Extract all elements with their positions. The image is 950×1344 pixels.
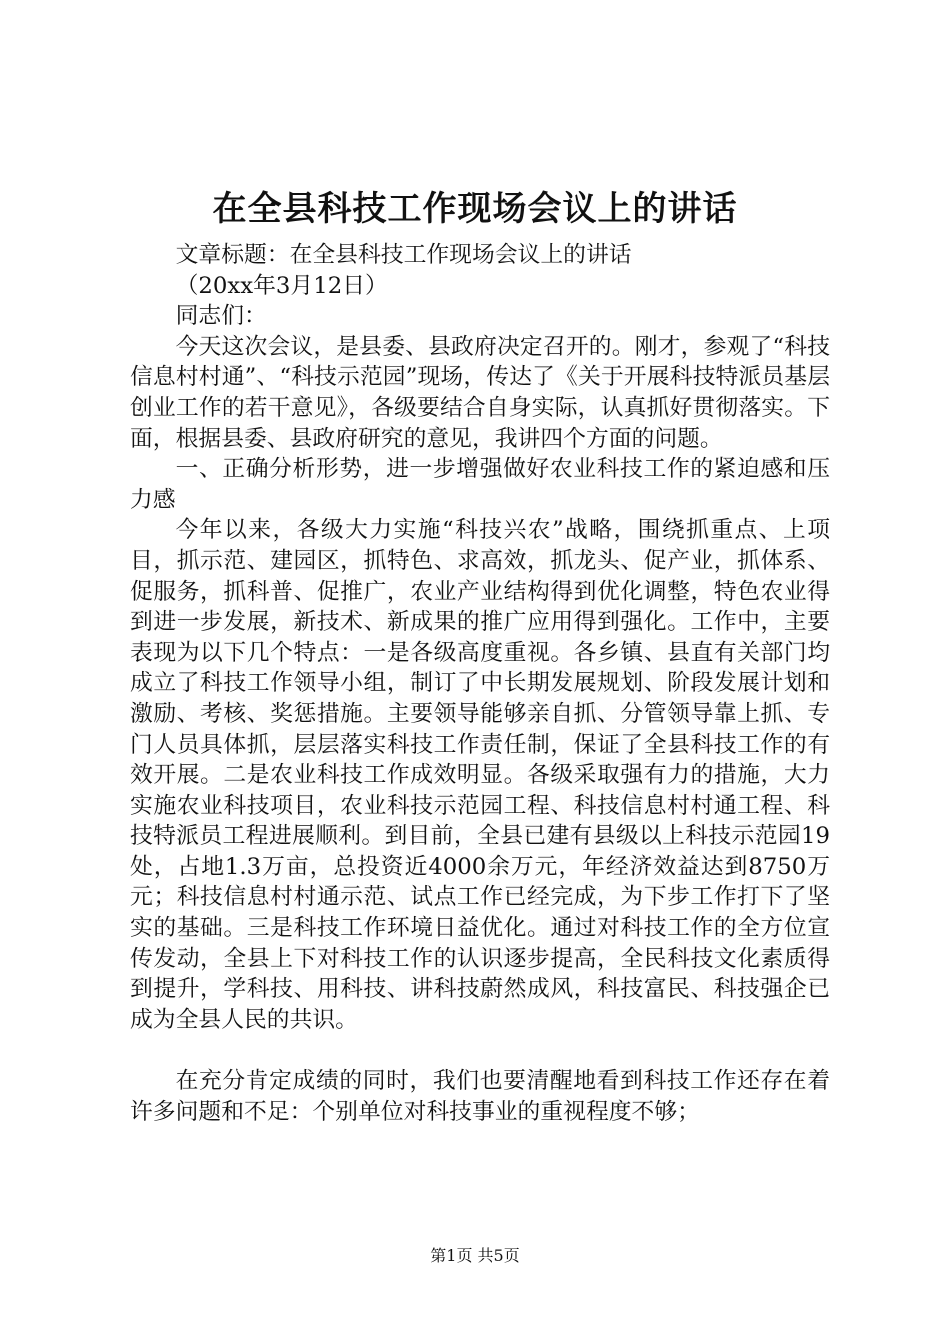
document-body	[130, 240, 830, 1127]
paragraph-section-heading: 一、正确分析形势，进一步增强做好农业科技工作的紧迫感和压力感	[130, 456, 830, 513]
paragraph-achievements: 今年以来，各级大力实施“科技兴农”战略，围绕抓重点、上项目，抓示范、建园区，抓特色、求高效，抓龙头、促产业，抓体系、促服务，抓科普、促推广，农业产业结构得到优化调整，特色农业得到进一步发展，新技术、新成果的推广应用得到强化。工作中，主要表现为以下几个特点：一是各级高度重视。各乡镇、县直有关部门均成立了科技工作领导小组，制订了中长期发展规划、阶段发展计划和激励、考核、奖惩措施。主要领导能够亲自抓、分管领导靠上抓、专门人员具体抓，层层落实科技工作责任制，保证了全县科技工作的有效开展。二是农业科技工作成效明显。各级采取强有力的措施，大力实施农业科技项目，农业科技示范园工程、科技信息村村通工程、科技特派员工程进展顺利。到目前，全县已建有县级以上科技示范园19处，占地1.3万亩，总投资近4000余万元，年经济效益达到8750万元；科技信息村村通示范、试点工作已经完成，为下步工作打下了坚实的基础。三是科技工作环境日益优化。通过对科技工作的全方位宣传发动，全县上下对科技工作的认识逐步提高，全民科技文化素质得到提升，学科技、用科技、讲科技蔚然成风，科技富民、科技强企已成为全县人民的共识。	[130, 517, 830, 1033]
paragraph-spacer	[130, 1035, 830, 1066]
paragraph-intro: 今天这次会议，是县委、县政府决定召开的。刚才，参观了“科技信息村村通”、“科技示范园”现场，传达了《关于开展科技特派员基层创业工作的若干意见》，各级要结合自身实际，认真抓好贯彻落实。下面，根据县委、县政府研究的意见，我讲四个方面的问题。	[130, 333, 830, 452]
paragraph-date: （20xx年3月12日）	[175, 272, 388, 299]
page-number-footer: 第1页 共5页	[430, 1246, 520, 1265]
paragraph-problems: 在充分肯定成绩的同时，我们也要清醒地看到科技工作还存在着许多问题和不足：个别单位对科技事业的重视程度不够；	[130, 1068, 830, 1125]
paragraph-salutation: 同志们：	[175, 303, 267, 330]
paragraph-article-title: 文章标题：在全县科技工作现场会议上的讲话	[175, 242, 632, 268]
document-title: 在全县科技工作现场会议上的讲话	[212, 189, 738, 229]
